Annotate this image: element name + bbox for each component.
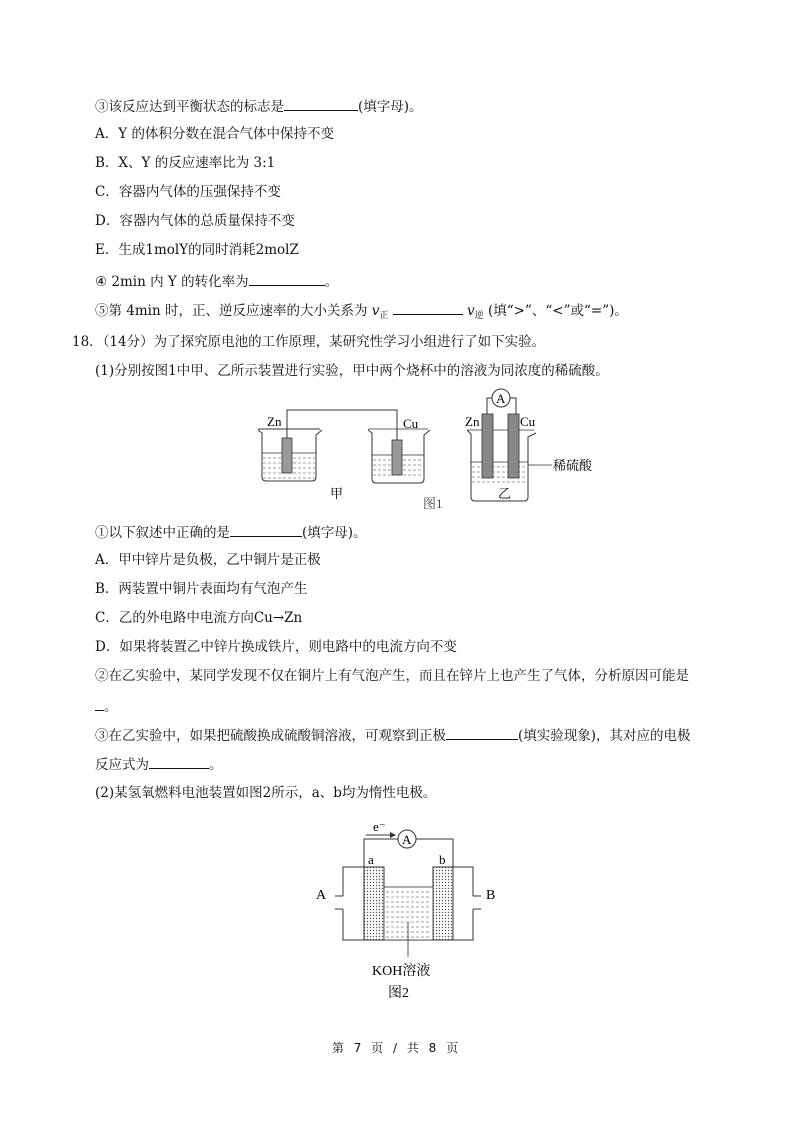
velocity-symbol: v xyxy=(467,303,475,319)
stem-text: ①以下叙述中正确的是 xyxy=(95,525,230,541)
answer-blank[interactable] xyxy=(446,725,518,740)
label-zn: Zn xyxy=(465,414,480,429)
option-text: 容器内气体的总质量保持不变 xyxy=(119,213,295,229)
question-header: （14分）为了探究原电池的工作原理，某研究性学习小组进行了如下实验。 xyxy=(102,334,546,350)
q17-option-d xyxy=(95,212,295,230)
stem-text: (填字母)。 xyxy=(358,99,423,115)
q17-option-c xyxy=(95,183,281,201)
page-footer: 第 7 页 / 共 8 页 xyxy=(331,1041,462,1055)
option-text: 两装置中铜片表面均有气泡产生 xyxy=(118,581,308,597)
answer-blank[interactable] xyxy=(230,522,302,537)
wire xyxy=(287,410,397,440)
label-jia: 甲 xyxy=(330,486,344,501)
q18-part1-intro: (1)分别按图1中甲、乙所示装置进行实验，甲中两个烧杯中的溶液为同浓度的稀硫酸。 xyxy=(95,363,609,379)
velocity-subscript: 正 xyxy=(379,311,389,321)
q17-option-e xyxy=(95,241,299,259)
q18-header xyxy=(72,333,545,351)
stem-text: ③在乙实验中，如果把硫酸换成硫酸铜溶液，可观察到正极 xyxy=(95,728,446,744)
label-ammeter: A xyxy=(402,832,412,847)
option-text: Y 的体积分数在混合气体中保持不变 xyxy=(118,126,334,142)
label-ammeter: A xyxy=(496,391,506,406)
option-letter: B． xyxy=(95,155,119,171)
stem-text: ③该反应达到平衡状态的标志是 xyxy=(95,99,284,115)
option-letter: E． xyxy=(95,242,119,258)
label-yi: 乙 xyxy=(498,486,512,501)
beaker-jia-right xyxy=(368,429,430,483)
beaker-jia-left xyxy=(258,429,322,481)
option-text: 甲中锌片是负极，乙中铜片是正极 xyxy=(118,552,321,568)
answer-blank[interactable] xyxy=(284,96,358,111)
label-koh-solution: KOH溶液 xyxy=(372,964,431,979)
option-letter: D． xyxy=(95,213,120,229)
option-letter: B． xyxy=(95,581,119,597)
label-zn: Zn xyxy=(267,414,282,429)
label-inlet-b: B xyxy=(486,888,496,903)
q18-option-b xyxy=(95,580,307,598)
electrode-b xyxy=(433,867,453,940)
stem-text: (填字母)。 xyxy=(302,525,367,541)
label-dilute-sulfuric-acid: 稀硫酸 xyxy=(553,458,593,473)
answer-blank[interactable] xyxy=(149,754,209,769)
q18-sub1-stem xyxy=(95,522,367,542)
q18-option-c xyxy=(95,609,302,627)
label-cu: Cu xyxy=(403,416,419,431)
q17-option-b xyxy=(95,154,275,172)
option-letter: C． xyxy=(95,184,119,200)
figure-caption: 图2 xyxy=(388,986,409,1001)
stem-text: 反应式为 xyxy=(95,757,149,773)
option-letter: D． xyxy=(95,639,120,655)
option-letter: A． xyxy=(95,552,119,568)
question-number: 18． xyxy=(72,334,103,350)
answer-blank[interactable] xyxy=(95,696,104,711)
stem-text: ④ 2min 内 Y 的转化率为 xyxy=(95,274,249,290)
figure-1-galvanic-cells xyxy=(250,385,610,515)
option-text: 如果将装置乙中锌片换成铁片，则电路中的电流方向不变 xyxy=(119,639,457,655)
q18-option-d xyxy=(95,638,457,656)
label-inlet-a: A xyxy=(316,888,327,903)
q18-option-a xyxy=(95,551,321,569)
stem-text: (填实验现象)，其对应的电极 xyxy=(518,728,691,744)
option-text: 容器内气体的压强保持不变 xyxy=(118,184,281,200)
option-text: 乙的外电路中电流方向Cu→Zn xyxy=(118,610,303,626)
q17-option-a xyxy=(95,125,334,143)
stem-text: 。 xyxy=(324,274,339,290)
q17-sub3-stem xyxy=(95,96,423,116)
figure-2-fuel-cell xyxy=(300,812,510,1012)
q18-sub2-stem: ②在乙实验中，某同学发现不仅在铜片上有气泡产生，而且在锌片上也产生了气体，分析原因可能是 xyxy=(95,668,689,684)
stem-text: 。 xyxy=(209,757,223,773)
q17-sub5-stem xyxy=(95,300,628,325)
label-electrode-a: a xyxy=(368,852,374,867)
stem-text: ⑤第 4min 时，正、逆反应速率的大小关系为 xyxy=(95,303,372,319)
option-letter: C． xyxy=(95,610,119,626)
label-electron: e⁻ xyxy=(373,819,386,834)
q17-sub4-stem xyxy=(95,271,338,291)
q18-part2-intro: (2)某氢氧燃料电池装置如图2所示，a、b均为惰性电极。 xyxy=(95,785,437,801)
q18-sub3-stem xyxy=(95,725,691,745)
q18-sub2-answer xyxy=(95,696,118,716)
label-cu: Cu xyxy=(520,414,536,429)
figure-caption: 图1 xyxy=(423,496,443,511)
stem-text: 。 xyxy=(104,699,118,715)
stem-text: (填“>”、“<”或“=”)。 xyxy=(483,303,628,319)
q18-sub3-line2 xyxy=(95,754,223,774)
velocity-symbol: v xyxy=(371,303,380,319)
option-text: 生成1molY的同时消耗2molZ xyxy=(118,242,299,258)
velocity-subscript: 逆 xyxy=(474,311,484,321)
label-electrode-b: b xyxy=(439,852,446,867)
option-text: X、Y 的反应速率比为 3:1 xyxy=(118,155,276,171)
option-letter: A． xyxy=(95,126,119,142)
answer-blank[interactable] xyxy=(249,271,325,286)
answer-blank[interactable] xyxy=(393,300,463,315)
electrode-a xyxy=(364,867,384,940)
